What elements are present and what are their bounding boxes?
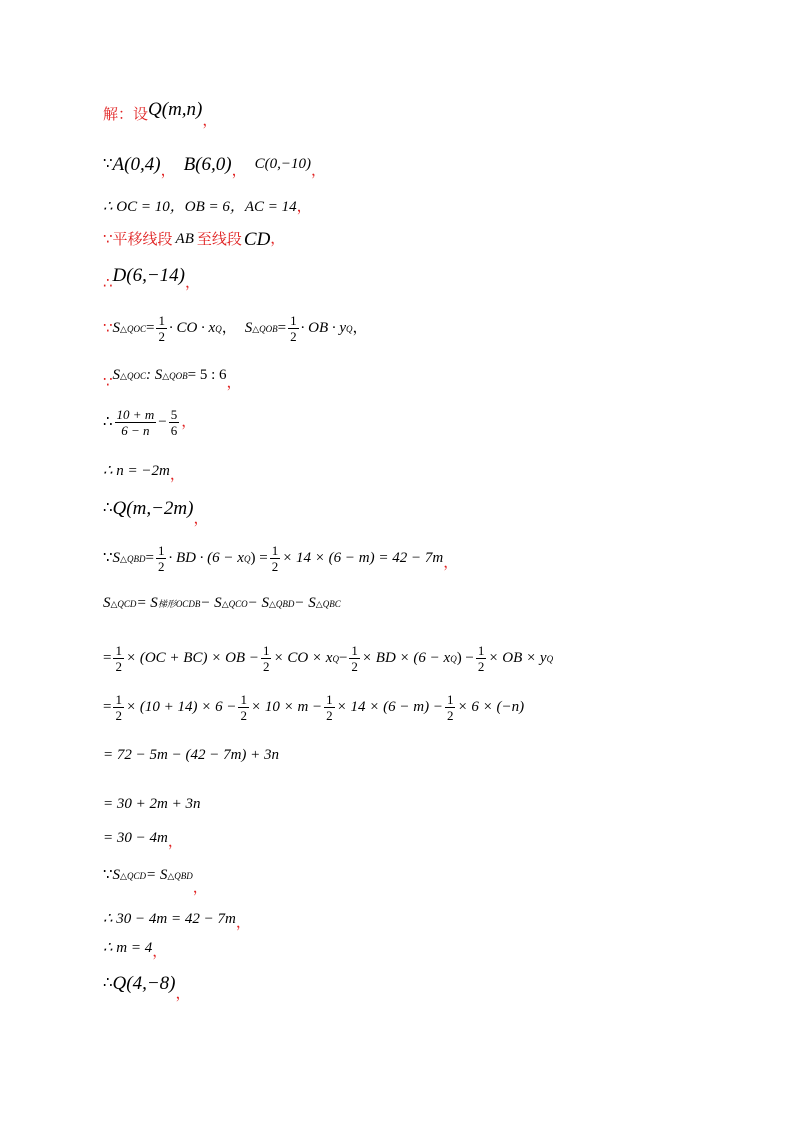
expression: = 30 − 4m: [103, 830, 168, 846]
comma: ，: [231, 163, 247, 179]
comma: ，: [443, 555, 459, 571]
comma: ，: [296, 199, 312, 215]
m-value: ∴ m = 4: [103, 940, 153, 956]
area-expression: · OB · y: [300, 320, 347, 336]
area-symbol: S: [103, 595, 111, 611]
comma: ，: [169, 467, 185, 483]
because-symbol: ∵: [103, 867, 113, 883]
fraction-ratio-expr: $\frac{10 + m}{6 - n}$: [116, 407, 155, 438]
equals: −: [158, 414, 167, 430]
comma: ，: [270, 231, 286, 247]
fraction-half: $\frac{1}{2}$: [477, 643, 485, 674]
therefore-symbol: ∴: [103, 500, 113, 516]
ratio-mid: : S: [145, 367, 163, 383]
comma: ，: [221, 320, 237, 336]
fraction-five-sixths: $\frac{5}{6}$: [170, 407, 178, 438]
because-symbol: ∵: [103, 156, 113, 172]
fraction-half: $\frac{1}{2}$: [115, 692, 122, 723]
expression: = 30 + 2m + 3n: [103, 796, 201, 812]
fraction-half: $\frac{1}{2}$: [271, 543, 279, 574]
expression: × OB × y: [488, 650, 547, 666]
solution-line-19: [103, 908, 251, 931]
solution-line-6: ∵ S △QOC = $\frac{1}{2}$ · CO · x Q ， S △QOB = $\frac{1}{2}$ · OB · y Q ，: [103, 313, 368, 344]
area-symbol: S: [112, 320, 121, 336]
area-symbol: S: [244, 320, 253, 336]
expression: × (OC + BC) × OB −: [125, 650, 259, 666]
comma: ，: [193, 511, 209, 527]
segment-ab: AB: [175, 231, 194, 247]
solution-line-3: [103, 200, 312, 215]
expression: × CO × x: [273, 650, 333, 666]
to-segment-text: 至线段: [196, 230, 242, 248]
therefore-symbol: ∴: [103, 274, 113, 292]
solution-line-7: ∵ S △QOC : S △QOB = 5 : 6 ，: [103, 367, 242, 391]
fraction-half: $\frac{1}{2}$: [326, 692, 333, 723]
solution-line-21: [103, 965, 191, 1002]
solution-line-15: [103, 748, 279, 763]
area-expression: − S: [294, 595, 316, 611]
solution-intro: 解：设: [103, 105, 149, 123]
equation: ∴ 30 − 4m = 42 − 7m: [103, 911, 236, 927]
area-expression: = S: [136, 595, 158, 611]
solution-line-13: = $\frac{1}{2}$ × (OC + BC) × OB − $\frac{1}{2}$ × CO × x Q − $\frac{1}{2}$ × BD × (6 − x Q ) − $\frac{1}{2}$ × OB × y Q: [103, 643, 554, 674]
solution-line-2: [103, 150, 326, 179]
expression: = 72 − 5m − (42 − 7m) + 3n: [103, 747, 280, 763]
therefore-symbol: ∴: [103, 414, 113, 430]
area-expression: ) =: [250, 550, 268, 566]
point-q-expr: Q(m,n): [148, 99, 203, 120]
expression: × BD × (6 − x: [361, 650, 451, 666]
solution-line-11: ∵ S △QBD = $\frac{1}{2}$ · BD · (6 − x Q ) = $\frac{1}{2}$ × 14 × (6 − m) = 42 − 7m ，: [103, 543, 459, 574]
solution-line-9: [103, 460, 185, 483]
comma: ，: [352, 320, 368, 336]
fraction-half: $\frac{1}{2}$: [158, 313, 165, 344]
ratio-value: = 5 : 6: [187, 367, 227, 383]
comma: ，: [185, 275, 201, 291]
fraction-half: $\frac{1}{2}$: [351, 643, 358, 674]
solution-line-14: [103, 693, 524, 722]
comma: ，: [310, 163, 326, 179]
equals: =: [145, 550, 154, 566]
solution-line-20: [103, 937, 167, 960]
solution-line-4: [103, 230, 285, 249]
solution-line-12: S △QCD = S 梯形OCDB − S △QCO − S △QBD − S △QBC: [103, 595, 341, 611]
expression: × 6 × (−n): [457, 699, 525, 715]
translate-text: ∵平移线段: [103, 230, 173, 248]
solution-line-17: [103, 827, 183, 850]
expression: × 14 × (6 − m) −: [336, 699, 443, 715]
comma: ，: [202, 113, 218, 129]
expression: −: [338, 650, 348, 666]
solution-line-1: [103, 100, 217, 129]
expression: =: [103, 699, 112, 715]
segment-cd: CD: [243, 229, 271, 250]
fraction-half: $\frac{1}{2}$: [240, 692, 247, 723]
expression: ) −: [456, 650, 474, 666]
area-symbol: S: [112, 867, 121, 883]
fraction-half: $\frac{1}{2}$: [446, 692, 454, 723]
fraction-half: $\frac{1}{2}$: [262, 643, 270, 674]
comma: ，: [192, 880, 208, 896]
area-expression: − S: [200, 595, 222, 611]
because-symbol: ∵: [103, 319, 113, 337]
expression: × (10 + 14) × 6 −: [125, 699, 237, 715]
comma: ，: [235, 915, 251, 931]
area-symbol: S: [112, 550, 121, 566]
point-d: D(6,−14): [112, 265, 185, 286]
solution-line-18: ∵ S △QCD = S △QBD ，: [103, 867, 208, 896]
comma: ，: [167, 834, 183, 850]
point-b: B(6,0): [183, 154, 232, 175]
comma: ，: [181, 414, 197, 430]
equals: =: [145, 320, 155, 336]
n-relation: ∴ n = −2m: [103, 463, 170, 479]
expression: =: [103, 650, 112, 666]
area-symbol: S: [112, 367, 121, 383]
area-expression: − S: [247, 595, 269, 611]
because-symbol: ∵: [103, 550, 113, 566]
equals: =: [277, 320, 287, 336]
fraction-half: $\frac{1}{2}$: [290, 313, 297, 344]
fraction-half: $\frac{1}{2}$: [157, 543, 165, 574]
solution-line-8: [103, 408, 196, 437]
segment-lengths: ∴ OC = 10，OB = 6，AC = 14: [103, 199, 297, 215]
solution-line-10: [103, 490, 208, 527]
area-expression: · BD · (6 − x: [168, 550, 244, 566]
comma: ，: [175, 986, 191, 1002]
comma: ，: [152, 944, 168, 960]
solution-line-5: [103, 260, 200, 291]
point-c: C(0,−10): [254, 156, 311, 172]
because-symbol: ∵: [103, 373, 113, 391]
area-expression: = S: [145, 867, 168, 883]
point-a: A(0,4): [112, 154, 161, 175]
area-expression: × 14 × (6 − m) = 42 − 7m: [282, 550, 444, 566]
final-point-q: Q(4,−8): [112, 973, 176, 994]
comma: ，: [226, 375, 242, 391]
area-expression: · CO · x: [168, 320, 216, 336]
therefore-symbol: ∴: [103, 975, 113, 991]
point-q-expr: Q(m,−2m): [112, 498, 194, 519]
expression: × 10 × m −: [250, 699, 323, 715]
fraction-half: $\frac{1}{2}$: [115, 643, 122, 674]
comma: ，: [160, 163, 176, 179]
solution-line-16: [103, 797, 200, 812]
